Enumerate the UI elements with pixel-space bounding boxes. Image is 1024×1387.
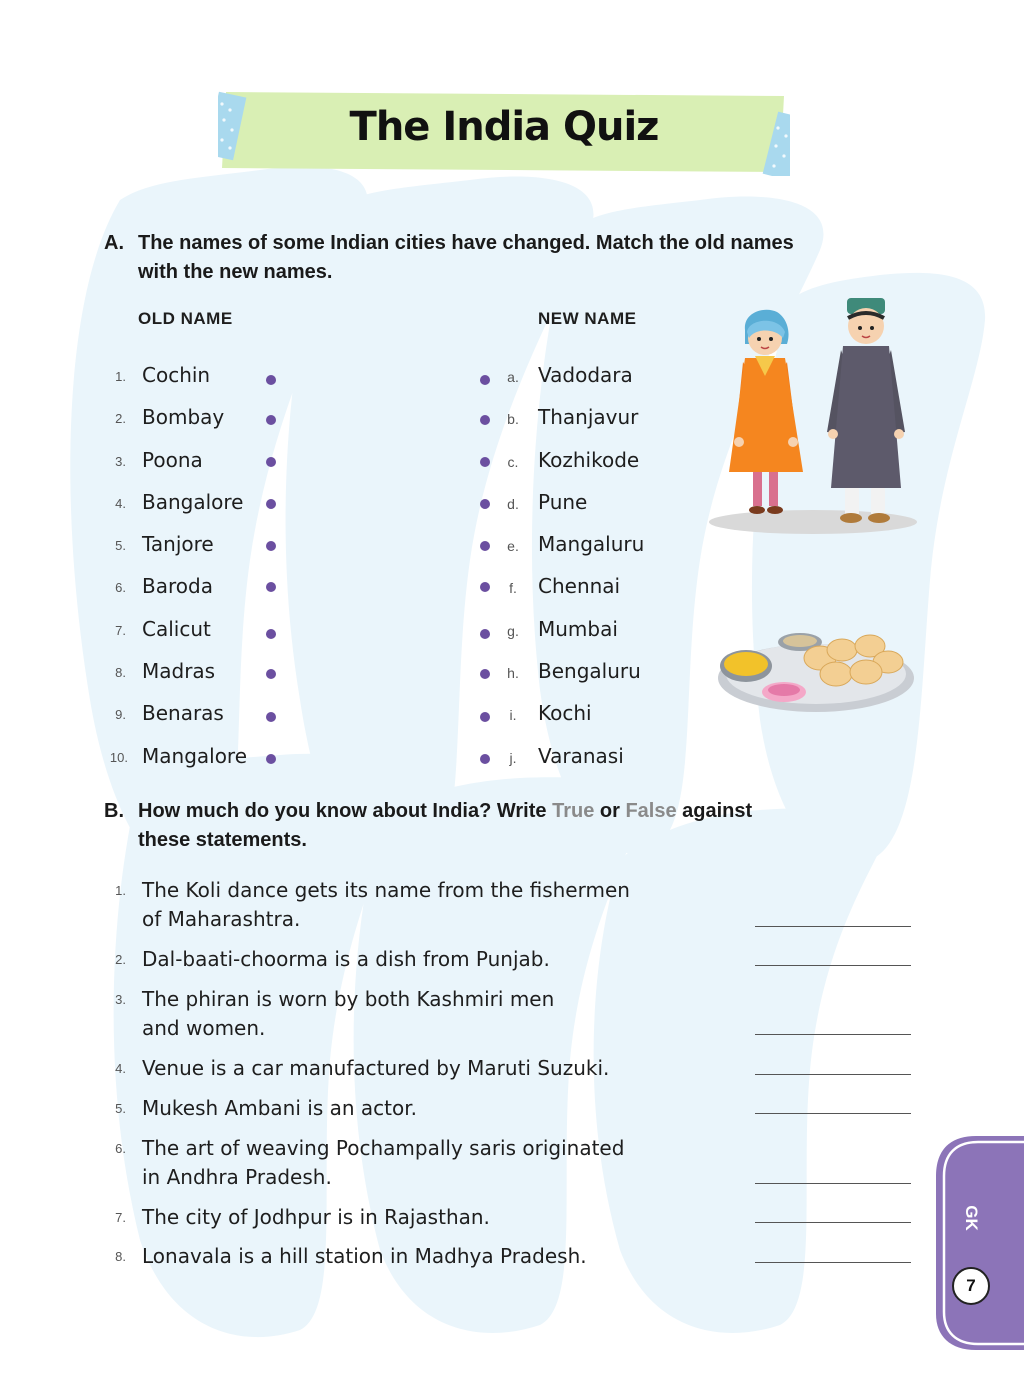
old-name-number: 10. [109,750,128,765]
new-name: Vadodara [538,363,633,387]
old-name-number: 1. [115,369,126,384]
old-name: Cochin [142,363,211,387]
kashmiri-couple-illustration [705,292,920,538]
answer-blank[interactable] [755,1074,911,1075]
section-a-instruction-line2: with the new names. [138,261,333,283]
old-name: Baroda [142,574,213,598]
true-word: True [552,800,595,822]
statement-line2: and women. [142,1016,266,1040]
old-name-number: 8. [115,665,126,680]
statement-number: 4. [115,1061,126,1076]
old-name-number: 2. [115,411,126,426]
statement-number: 6. [115,1141,126,1156]
new-name-letter: b. [507,411,519,427]
new-name: Bengaluru [538,659,641,683]
old-name-number: 4. [115,496,126,511]
new-name-letter: j. [509,750,517,766]
old-name-dot[interactable] [266,375,276,385]
section-b-instruction-line1 [138,797,752,826]
answer-blank[interactable] [755,1222,911,1223]
old-name-header: OLD NAME [138,309,233,328]
old-name: Tanjore [142,532,214,556]
new-name-dot[interactable] [480,541,490,551]
answer-blank[interactable] [755,1262,911,1263]
section-a-instruction-line1: The names of some Indian cities have changed. Match the old names [138,232,794,254]
old-name: Calicut [142,617,211,641]
old-name-dot[interactable] [266,712,276,722]
new-name-dot[interactable] [480,754,490,764]
new-name-letter: h. [507,665,519,681]
old-name-number: 5. [115,538,126,553]
statement-number: 1. [115,883,126,898]
new-name-letter: d. [507,496,519,512]
statement-number: 2. [115,952,126,967]
page-number: 7 [952,1267,990,1305]
old-name: Benaras [142,701,224,725]
statement-line1: Dal-baati-choorma is a dish from Punjab. [142,947,550,971]
new-name: Varanasi [538,744,624,768]
old-name: Bangalore [142,490,244,514]
old-name: Bombay [142,405,225,429]
new-name-dot[interactable] [480,499,490,509]
or-word: or [594,800,626,822]
new-name: Thanjavur [538,405,639,429]
new-name: Kozhikode [538,448,640,472]
old-name-dot[interactable] [266,629,276,639]
new-name: Mangaluru [538,532,645,556]
food-plate-illustration [716,626,916,716]
new-name-header: NEW NAME [538,309,637,328]
answer-blank[interactable] [755,1183,911,1184]
statement-text [142,1242,702,1271]
new-name-dot[interactable] [480,582,490,592]
new-name-letter: a. [507,369,519,385]
statement-number: 5. [115,1101,126,1116]
statement-number: 3. [115,992,126,1007]
statement-line1: Venue is a car manufactured by Maruti Suzuki. [142,1056,610,1080]
statement-number: 8. [115,1249,126,1264]
new-name: Pune [538,490,588,514]
statement-text [142,985,702,1043]
statement-number: 7. [115,1210,126,1225]
old-name-number: 6. [115,580,126,595]
new-name-dot[interactable] [480,375,490,385]
new-name: Chennai [538,574,621,598]
old-name-number: 3. [115,454,126,469]
old-name-dot[interactable] [266,499,276,509]
section-b-instruction-pre: How much do you know about India? Write [138,800,553,822]
section-b-instruction-post: against [676,800,753,822]
new-name: Mumbai [538,617,618,641]
old-name-dot[interactable] [266,669,276,679]
answer-blank[interactable] [755,926,911,927]
new-name-dot[interactable] [480,415,490,425]
new-name: Kochi [538,701,592,725]
new-name-dot[interactable] [480,457,490,467]
statement-text [142,1094,702,1123]
answer-blank[interactable] [755,965,911,966]
old-name: Poona [142,448,203,472]
new-name-letter: c. [507,454,519,470]
old-name-number: 7. [115,623,126,638]
statement-line2: in Andhra Pradesh. [142,1165,332,1189]
new-name-dot[interactable] [480,669,490,679]
new-name-letter: i. [509,707,517,723]
page-title: The India Quiz [349,104,659,150]
boy-figure [827,298,905,523]
old-name-number: 9. [115,707,126,722]
statement-text [142,1134,702,1192]
statement-line1: The Koli dance gets its name from the fishermen [142,878,630,902]
statement-line1: Mukesh Ambani is an actor. [142,1096,417,1120]
statement-text [142,1203,702,1232]
old-name: Mangalore [142,744,248,768]
old-name: Madras [142,659,216,683]
subject-side-tab [936,1136,1024,1350]
girl-figure [729,310,803,514]
section-a-heading [104,229,904,289]
new-name-dot[interactable] [480,629,490,639]
section-b-heading [104,797,904,857]
answer-blank[interactable] [755,1034,911,1035]
statement-text [142,876,702,934]
statement-line1: The art of weaving Pochampally saris originated [142,1136,625,1160]
subject-label: GK [962,1205,981,1231]
old-name-dot[interactable] [266,415,276,425]
statement-line1: Lonavala is a hill station in Madhya Pradesh. [142,1244,587,1268]
new-name-letter: g. [507,623,519,639]
statement-text [142,1054,702,1083]
new-name-letter: e. [507,538,519,554]
new-name-letter: f. [509,580,517,596]
statement-text [142,945,702,974]
new-name-dot[interactable] [480,712,490,722]
false-word: False [625,800,677,822]
section-b-instruction-line2: these statements. [138,829,307,851]
answer-blank[interactable] [755,1113,911,1114]
old-name-dot[interactable] [266,457,276,467]
statement-line1: The city of Jodhpur is in Rajasthan. [142,1205,490,1229]
statement-line1: The phiran is worn by both Kashmiri men [142,987,555,1011]
statement-line2: of Maharashtra. [142,907,301,931]
old-name-dot[interactable] [266,541,276,551]
section-a-letter: A. [104,232,124,254]
old-name-dot[interactable] [266,582,276,592]
section-b-letter: B. [104,800,124,822]
old-name-dot[interactable] [266,754,276,764]
